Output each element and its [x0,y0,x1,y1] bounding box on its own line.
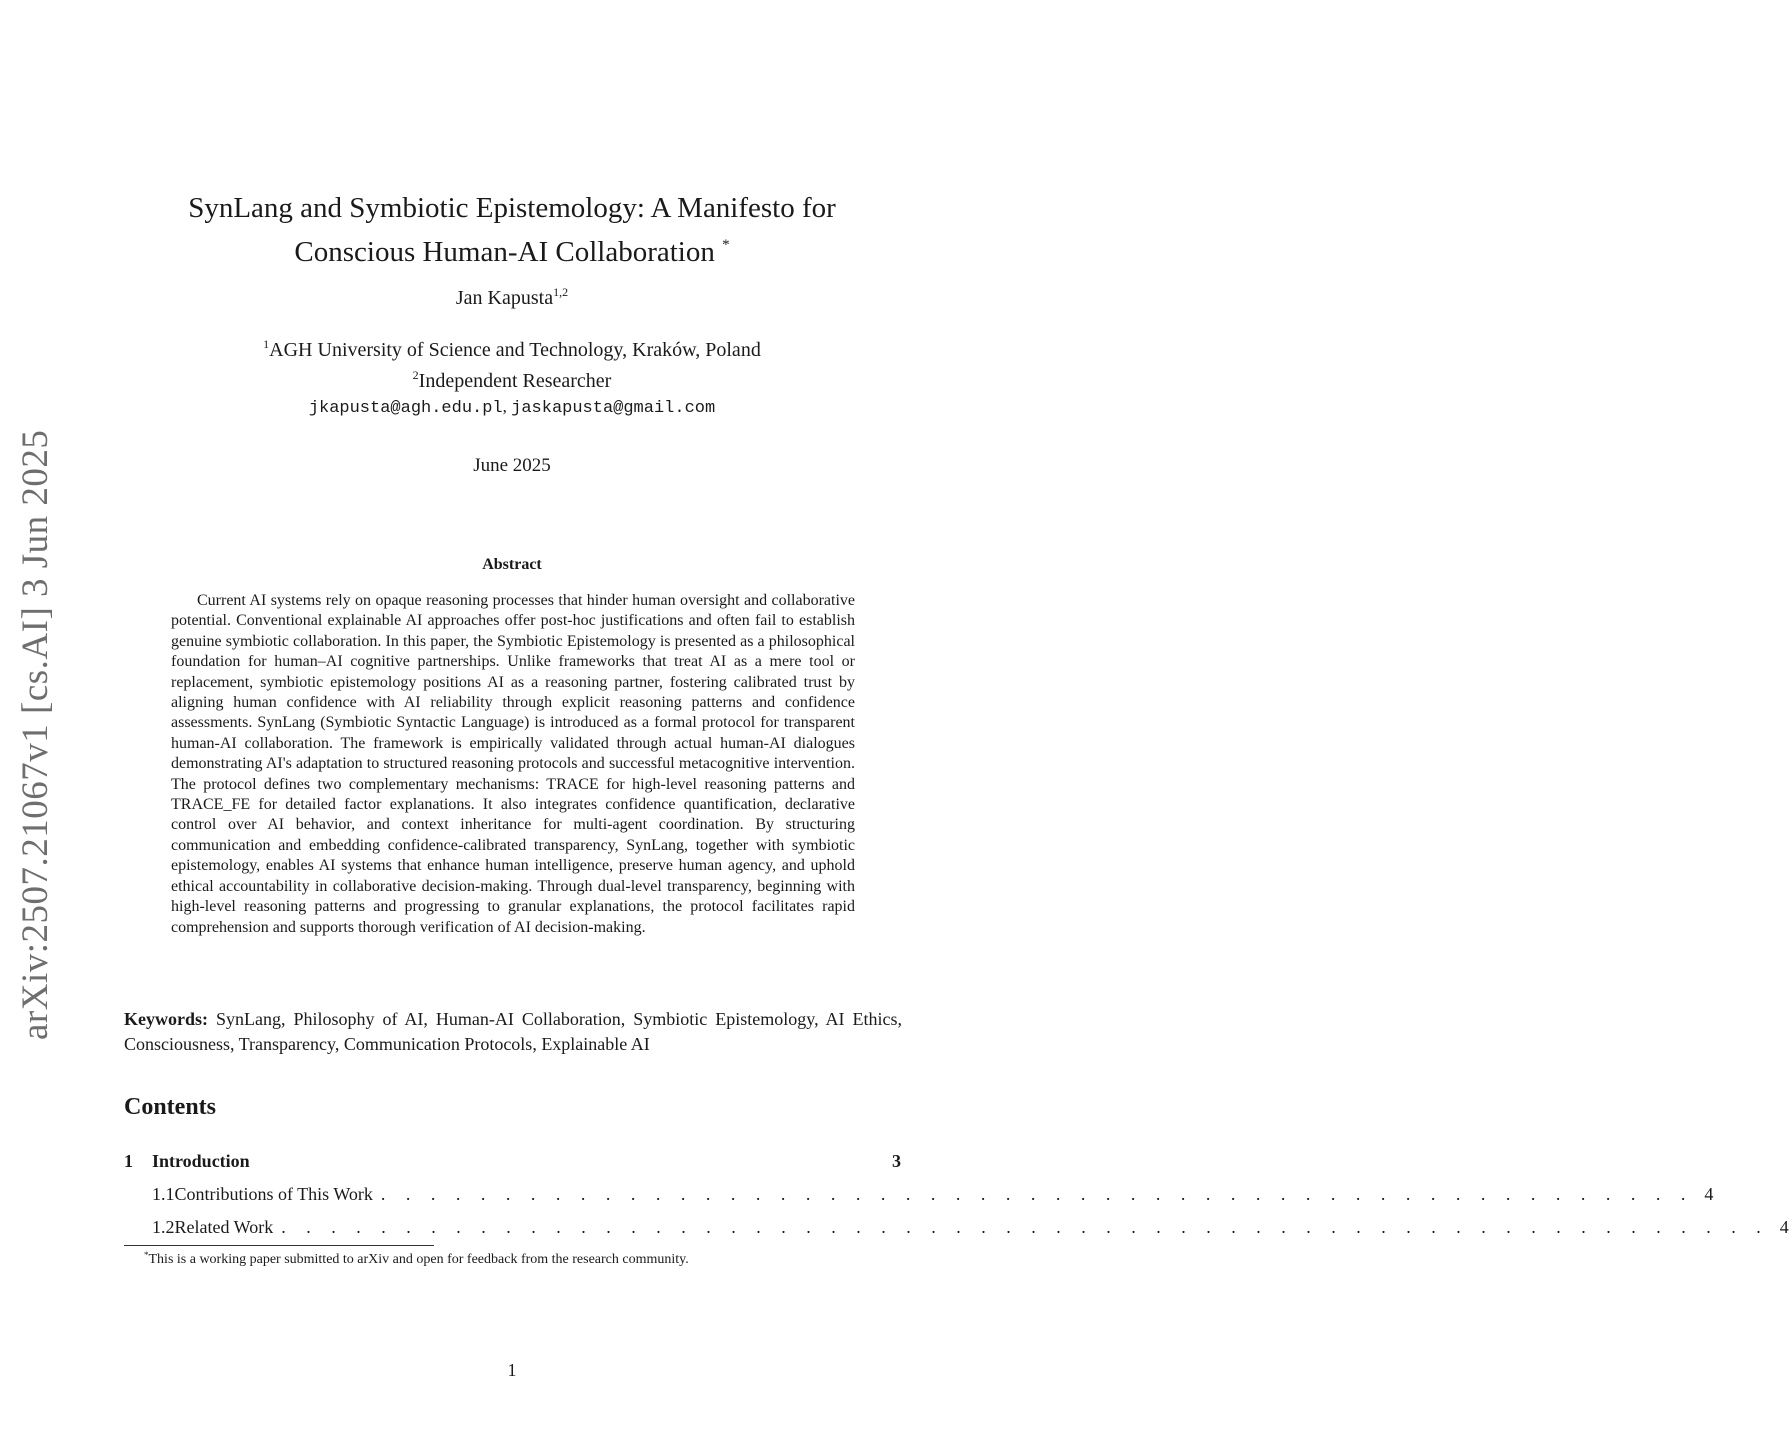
toc-leader-dots: . . . . . . . . . . . . . . . . . . . . . . . . . . . . . . . . . . . . . . . . . . . . . . . . . . . . . . . . . . . . [281,1217,1769,1237]
footnote [144,1250,689,1268]
author-affil-marks: 1,2 [553,285,569,299]
page-number: 1 [507,1360,517,1380]
contents-heading: Contents [124,1094,217,1120]
keywords-label: Keywords: [124,1009,208,1029]
toc-entry-related-work[interactable] [124,1217,1789,1238]
footnote-text: This is a working paper submitted to arXiv and open for feedback from the research community. [148,1252,689,1267]
affiliation-1-text: AGH University of Science and Technology, Kraków, Poland [269,339,761,361]
paper-date: June 2025 [473,455,551,476]
affiliations [0,332,1024,421]
footnote-rule [124,1245,434,1246]
author-emails [0,394,1024,421]
toc-entry-title: Introduction [152,1151,250,1171]
arxiv-side-stamp: arXiv:2507.21067v1 [cs.AI] 3 Jun 2025 [15,429,56,1040]
email-secondary[interactable]: jaskapusta@gmail.com [511,399,716,418]
keywords [124,1007,902,1057]
toc-entry-number: 1 [124,1151,133,1171]
email-primary[interactable]: jkapusta@agh.edu.pl [308,399,503,418]
toc-entry-number: 1.1 [152,1184,175,1204]
email-separator: , [502,397,512,416]
author-line [0,285,1024,310]
toc-entry-number: 1.2 [152,1217,175,1237]
title-footnote-mark[interactable]: * [722,237,730,253]
toc-entry-title: Contributions of This Work [174,1184,373,1204]
affiliation-1-mark: 1 [263,337,270,351]
title-line-1: SynLang and Symbiotic Epistemology: A Manifesto for [188,192,836,224]
footnote-mark: * [144,1250,149,1260]
abstract-heading: Abstract [482,556,542,573]
keywords-text: SynLang, Philosophy of AI, Human-AI Collaboration, Symbiotic Epistemology, AI Ethics, Consciousness, Transparency, Communication Protocols, Explainable AI [124,1009,903,1054]
toc-entry-page: 3 [892,1151,901,1171]
affiliation-2 [0,363,1024,394]
affiliation-2-mark: 2 [412,368,419,382]
author-name: Jan Kapusta [455,287,554,309]
toc-entry-introduction[interactable] [124,1151,901,1172]
toc-entry-contributions[interactable] [124,1184,1714,1205]
abstract-body: Current AI systems rely on opaque reasoning processes that hinder human oversight and collaborative potential. Conventional explainable AI approaches offer post-hoc justifications and often fail to establish genuine symbiotic collaboration. In this paper, the Symbiotic Epistemology is presented as a philosophical foundation for human–AI cognitive partnerships. Unlike frameworks that treat AI as a mere tool or replacement, symbiotic epistemology positions AI as a reasoning partner, fostering calibrated trust by aligning human confidence with AI reliability through explicit reasoning patterns and confidence assessments. SynLang (Symbiotic Syntactic Language) is introduced as a formal protocol for transparent human-AI collaboration. The framework is empirically validated through actual human-AI dialogues demonstrating AI's adaptation to structured reasoning protocols and successful metacognitive intervention. The protocol defines two complementary mechanisms: TRACE for high-level reasoning patterns and TRACE_FE for detailed factor explanations. It also integrates confidence quantification, declarative control over AI behavior, and context inheritance for multi-agent coordination. By structuring communication and embedding confidence-calibrated transparency, SynLang, together with symbiotic epistemology, enables AI systems that enhance human intelligence, preserve human agency, and uphold ethical accountability in collaborative decision-making. Through dual-level transparency, beginning with high-level reasoning patterns and progressing to granular explanations, the protocol facilitates rapid comprehension and supports thorough verification of AI decision-making. [171,592,855,936]
toc-entry-page: 4 [1704,1184,1714,1204]
title-line-2: Conscious Human-AI Collaboration [294,236,715,268]
toc-entry-page: 4 [1779,1217,1789,1237]
affiliation-2-text: Independent Researcher [418,370,612,392]
paper-title [120,190,904,271]
toc-leader-dots: . . . . . . . . . . . . . . . . . . . . . . . . . . . . . . . . . . . . . . . . . . . . . . . . . . . . . [380,1184,1694,1204]
toc-entry-title: Related Work [174,1217,274,1237]
affiliation-1 [0,332,1024,363]
